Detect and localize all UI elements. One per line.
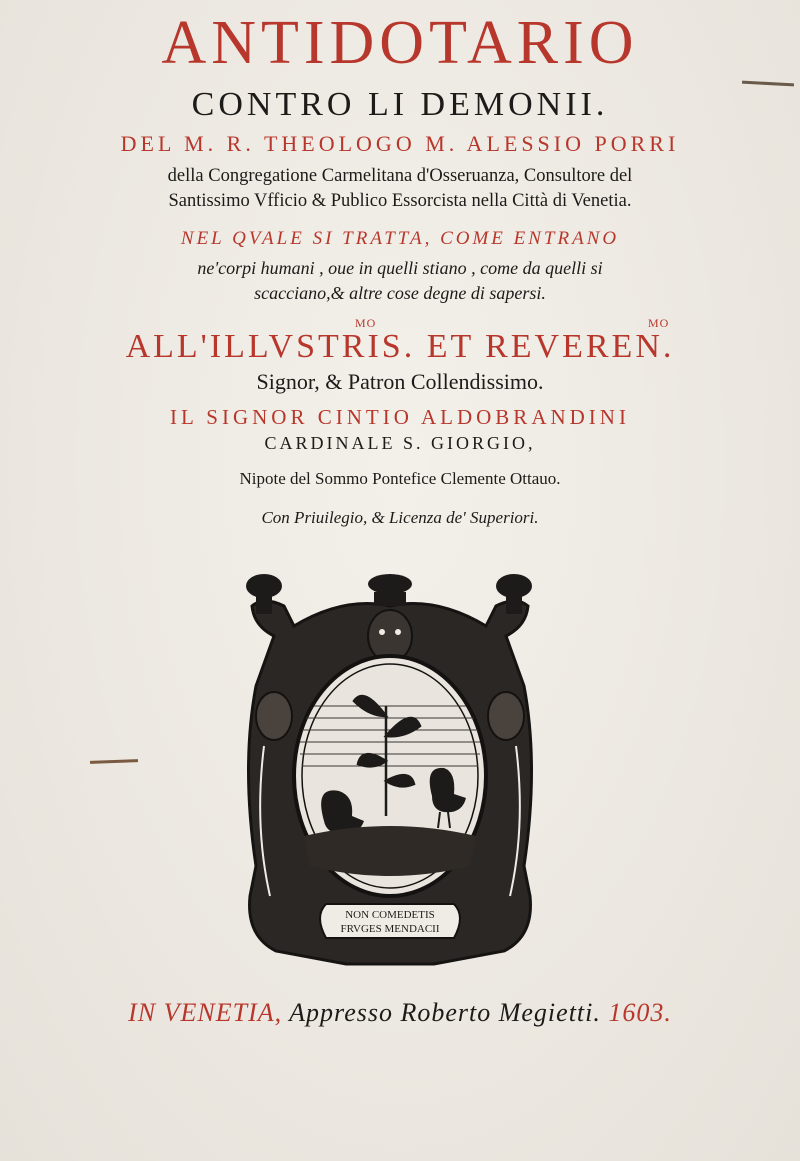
imprint-year: 1603. (608, 998, 672, 1027)
dedication-sub: Signor, & Patron Collendissimo. (256, 369, 544, 394)
dedication: ALL'ILLVSTRIS. ET REVEREN. (125, 328, 675, 365)
imprint (0, 998, 800, 1028)
device-motto-line: FRVGES MENDACII (340, 923, 440, 935)
device-motto-line: NON COMEDETIS (345, 909, 435, 921)
printers-device-woodcut (234, 566, 546, 970)
author-line: DEL M. R. THEOLOGO M. ALESSIO PORRI (120, 131, 680, 156)
patron-name: IL SIGNOR CINTIO ALDOBRANDINI (170, 405, 630, 429)
contents-description (0, 256, 800, 306)
privilege-notice: Con Priuilegio, & Licenza de' Superiori. (261, 508, 539, 527)
book-subtitle: CONTRO LI DEMONII. (191, 86, 609, 123)
patron-title: CARDINALE S. GIORGIO, (264, 433, 536, 453)
contents-description-line: ne'corpi humani , oue in quelli stiano , come da quelli si (197, 258, 603, 278)
book-title: ANTIDOTARIO (161, 9, 639, 77)
contents-description-line: scacciano,& altre cose degne di sapersi. (254, 283, 546, 303)
imprint-place: IN VENETIA, (128, 998, 283, 1027)
imprint-printer: Appresso Roberto Megietti. (289, 998, 601, 1027)
author-description-line: della Congregatione Carmelitana d'Osseruanza, Consultore del (167, 166, 633, 186)
dedication-superscript: MO (648, 316, 670, 330)
dedication-superscript: MO (355, 316, 377, 330)
patron-relation: Nipote del Sommo Pontefice Clemente Ottauo. (239, 469, 561, 488)
author-description-line: Santissimo Vfficio & Publico Essorcista nella Città di Venetia. (168, 191, 632, 211)
author-description (0, 164, 800, 214)
ink-stain (90, 759, 138, 764)
contents-heading: NEL QVALE SI TRATTA, COME ENTRANO (180, 228, 620, 249)
